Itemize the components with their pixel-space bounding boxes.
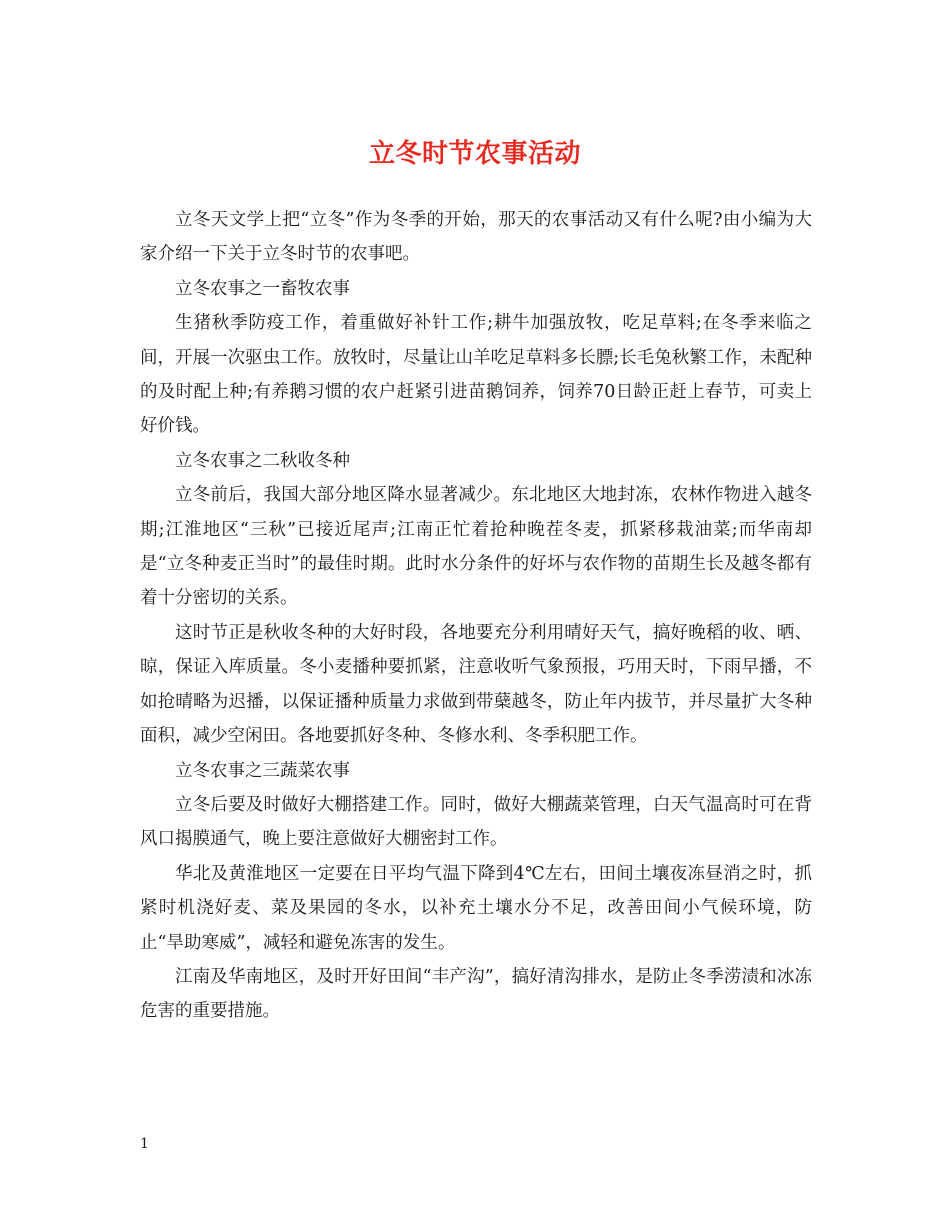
harvest-paragraph-2: 这时节正是秋收冬种的大好时段，各地要充分利用晴好天气，搞好晚稻的收、晒、晾，保证入库质量。冬小麦播种要抓紧，注意收听气象预报，巧用天时，下雨早播，不如抢晴略为迟播，以保证播种质量力求做到带蘖越冬，防止年内拔节，并尽量扩大冬种面积，减少空闲田。各地要抓好冬种、冬修水利、冬季积肥工作。 <box>140 622 812 747</box>
vegetables-paragraph-1: 立冬后要及时做好大棚搭建工作。同时，做好大棚蔬菜管理，白天气温高时可在背风口揭膜通气，晚上要注意做好大棚密封工作。 <box>140 794 812 850</box>
livestock-paragraph: 生猪秋季防疫工作，着重做好补针工作;耕牛加强放牧，吃足草料;在冬季来临之间，开展一次驱虫工作。放牧时，尽量让山羊吃足草料多长膘;长毛兔秋繁工作，未配种的及时配上种;有养鹅习惯的农户赶紧引进苗鹅饲养，饲养70日龄正赶上春节，可卖上好价钱。 <box>140 313 812 437</box>
vegetables-paragraph-2: 华北及黄淮地区一定要在日平均气温下降到4℃左右，田间土壤夜冻昼消之时，抓紧时机浇好麦、菜及果园的冬水，以补充土壤水分不足，改善田间小气候环境，防止“旱助寒威”，减轻和避免冻害的发生。 <box>140 863 812 953</box>
intro-paragraph: 立冬天文学上把“立冬”作为冬季的开始，那天的农事活动又有什么呢?由小编为大家介绍一下关于立冬时节的农事吧。 <box>140 210 812 265</box>
section-heading-harvest: 立冬农事之二秋收冬种 <box>175 450 350 471</box>
vegetables-paragraph-3: 江南及华南地区，及时开好田间“丰产沟”，搞好清沟排水，是防止冬季涝渍和冰冻危害的重要措施。 <box>140 966 812 1022</box>
section-heading-livestock: 立冬农事之一畜牧农事 <box>175 278 350 299</box>
page-number: 1 <box>140 1136 149 1152</box>
harvest-paragraph-1: 立冬前后，我国大部分地区降水显著减少。东北地区大地封冻，农林作物进入越冬期;江淮地区“三秋”已接近尾声;江南正忙着抢种晚茬冬麦，抓紧移栽油菜;而华南却是“立冬种麦正当时”的最佳时期。此时水分条件的好坏与农作物的苗期生长及越冬都有着十分密切的关系。 <box>140 485 812 609</box>
document-title: 立冬时节农事活动 <box>368 139 581 169</box>
document-body <box>140 203 812 1029</box>
section-heading-vegetables: 立冬农事之三蔬菜农事 <box>175 760 350 781</box>
